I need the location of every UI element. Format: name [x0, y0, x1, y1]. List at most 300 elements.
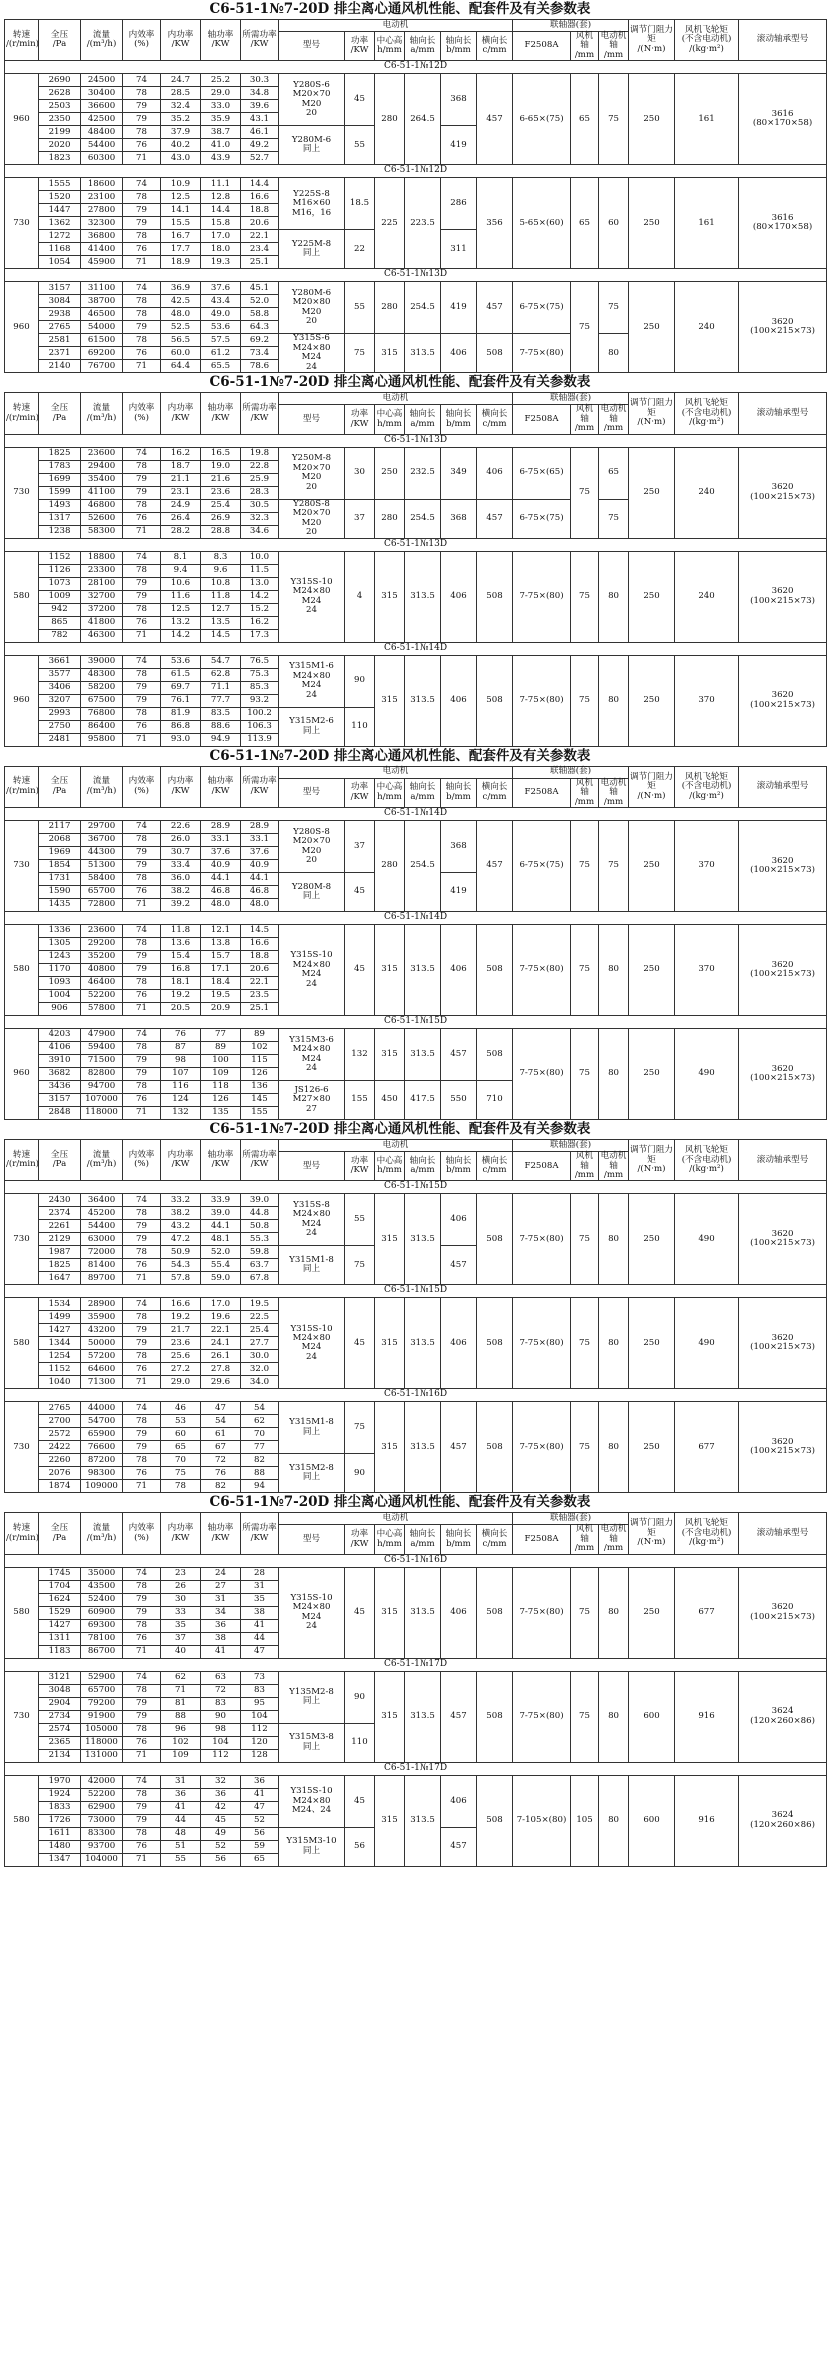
- flywheel-moment: 916: [675, 1671, 739, 1762]
- cell-value: 55.3: [241, 1233, 279, 1246]
- cell-value: 79: [123, 694, 161, 707]
- cell-value: 79: [123, 1697, 161, 1710]
- motor-power: 90: [345, 1454, 375, 1493]
- transverse-length: 508: [477, 1567, 513, 1658]
- cell-value: 112: [241, 1723, 279, 1736]
- cell-value: 79: [123, 113, 161, 126]
- cell-value: 96: [161, 1723, 201, 1736]
- center-height: 450: [375, 1081, 405, 1120]
- cell-value: 1854: [39, 860, 81, 873]
- cell-value: 1783: [39, 460, 81, 473]
- cell-value: 54: [241, 1402, 279, 1415]
- cell-value: 3048: [39, 1684, 81, 1697]
- motor-shaft-header: 电动机轴 /mm: [599, 1525, 629, 1554]
- cell-value: 17.7: [161, 243, 201, 256]
- cell-value: 37200: [81, 603, 123, 616]
- cell-value: 79: [123, 590, 161, 603]
- coupling-model-header: F2508A: [513, 1152, 571, 1181]
- cell-value: 23600: [81, 925, 123, 938]
- cell-value: 104000: [81, 1853, 123, 1866]
- axial-length-b: 406: [441, 334, 477, 373]
- cell-value: 21.6: [201, 473, 241, 486]
- cell-value: 23.4: [241, 243, 279, 256]
- cell-value: 76: [123, 1736, 161, 1749]
- cell-value: 782: [39, 629, 81, 642]
- flywheel-moment: 490: [675, 1194, 739, 1285]
- cell-value: 1480: [39, 1840, 81, 1853]
- section-row: [5, 1181, 827, 1194]
- cell-value: 1344: [39, 1337, 81, 1350]
- cell-value: 78: [123, 499, 161, 512]
- shaft-power-header: 轴功率 /KW: [201, 1513, 241, 1554]
- cell-value: 28.2: [161, 525, 201, 538]
- cell-value: 54400: [81, 139, 123, 152]
- cell-value: 2350: [39, 113, 81, 126]
- axial-length-a: 313.5: [405, 655, 441, 746]
- cell-value: 10.8: [201, 577, 241, 590]
- bearing-model: 3620 (100×215×73): [739, 1298, 827, 1389]
- cell-value: 12.8: [201, 191, 241, 204]
- center-height-header: 中心高 h/mm: [375, 405, 405, 434]
- cell-value: 63: [201, 1671, 241, 1684]
- cell-value: 31100: [81, 282, 123, 295]
- cell-value: 64.4: [161, 360, 201, 373]
- motor-model: Y315S-10 M24×80 M24 24: [279, 1567, 345, 1658]
- axial-length-b: 406: [441, 655, 477, 746]
- flywheel-moment: 370: [675, 925, 739, 1016]
- cell-value: 76: [123, 1632, 161, 1645]
- cell-value: 10.6: [161, 577, 201, 590]
- motor-power: 90: [345, 655, 375, 707]
- flywheel-moment-header: 风机飞轮矩 (不含电动机) /(kg·m²): [675, 393, 739, 434]
- fan-shaft: 65: [571, 178, 599, 269]
- cell-value: 56: [201, 1853, 241, 1866]
- damper-torque: 250: [629, 655, 675, 746]
- internal-power-header: 内功率 /KW: [161, 766, 201, 807]
- cell-value: 76: [123, 990, 161, 1003]
- damper-torque: 250: [629, 1194, 675, 1285]
- cell-value: 71: [123, 1376, 161, 1389]
- cell-value: 9.6: [201, 564, 241, 577]
- cell-value: 67.8: [241, 1272, 279, 1285]
- cell-value: 54700: [81, 1415, 123, 1428]
- cell-value: 11.8: [201, 590, 241, 603]
- cell-value: 25.9: [241, 473, 279, 486]
- cell-value: 1272: [39, 230, 81, 243]
- data-row: [5, 1298, 827, 1311]
- cell-value: 1336: [39, 925, 81, 938]
- cell-value: 37.6: [201, 847, 241, 860]
- flywheel-moment: 490: [675, 1029, 739, 1120]
- fan-shaft: 75: [571, 821, 599, 912]
- motor-power: 75: [345, 1246, 375, 1285]
- cell-value: 37.6: [201, 282, 241, 295]
- motor-shaft: 80: [599, 551, 629, 642]
- transverse-length: 356: [477, 178, 513, 269]
- cell-value: 11.5: [241, 564, 279, 577]
- speed-value: 580: [5, 1775, 39, 1866]
- transverse-length: 508: [477, 1298, 513, 1389]
- cell-value: 81.9: [161, 707, 201, 720]
- section-row: [5, 808, 827, 821]
- flywheel-moment: 916: [675, 1775, 739, 1866]
- coupling-model: 7-75×(80): [513, 1567, 571, 1658]
- cell-value: 30.5: [241, 499, 279, 512]
- cell-value: 69200: [81, 347, 123, 360]
- cell-value: 48.0: [241, 899, 279, 912]
- cell-value: 25.6: [161, 1350, 201, 1363]
- motor-power: 37: [345, 499, 375, 538]
- cell-value: 36800: [81, 230, 123, 243]
- cell-value: 70: [241, 1428, 279, 1441]
- cell-value: 32.0: [241, 1363, 279, 1376]
- motor-power: 110: [345, 707, 375, 746]
- cell-value: 36: [201, 1619, 241, 1632]
- cell-value: 44000: [81, 1402, 123, 1415]
- transverse-length: 457: [477, 821, 513, 912]
- cell-value: 79: [123, 1801, 161, 1814]
- cell-value: 65.5: [201, 360, 241, 373]
- cell-value: 74: [123, 821, 161, 834]
- cell-value: 145: [241, 1094, 279, 1107]
- cell-value: 2700: [39, 1415, 81, 1428]
- cell-value: 26.1: [201, 1350, 241, 1363]
- data-row: [5, 821, 827, 834]
- cell-value: 76: [123, 1094, 161, 1107]
- cell-value: 56.5: [161, 334, 201, 347]
- transverse-length-header: 横向长 c/mm: [477, 32, 513, 61]
- cell-value: 75: [161, 1467, 201, 1480]
- cell-value: 71: [123, 256, 161, 269]
- cell-value: 1347: [39, 1853, 81, 1866]
- cell-value: 44.1: [201, 873, 241, 886]
- cell-value: 41: [161, 1801, 201, 1814]
- speed-header: 转速 /(r/min): [5, 393, 39, 434]
- transverse-length: 508: [477, 655, 513, 746]
- cell-value: 77: [241, 1441, 279, 1454]
- cell-value: 74: [123, 1775, 161, 1788]
- cell-value: 79: [123, 1428, 161, 1441]
- cell-value: 124: [161, 1094, 201, 1107]
- axial-length-a: 254.5: [405, 282, 441, 334]
- data-row: [5, 655, 827, 668]
- cell-value: 25.4: [241, 1324, 279, 1337]
- speed-value: 960: [5, 282, 39, 373]
- cell-value: 78: [123, 295, 161, 308]
- cell-value: 40: [161, 1645, 201, 1658]
- cell-value: 19.2: [161, 990, 201, 1003]
- section-label: C6-51-1№13D: [5, 538, 827, 551]
- cell-value: 64600: [81, 1363, 123, 1376]
- cell-value: 30.3: [241, 74, 279, 87]
- cell-value: 79: [123, 1606, 161, 1619]
- motor-shaft: 80: [599, 655, 629, 746]
- cell-value: 46.8: [201, 886, 241, 899]
- cell-value: 79: [123, 1710, 161, 1723]
- cell-value: 13.8: [201, 938, 241, 951]
- center-height: 315: [375, 1775, 405, 1866]
- cell-value: 50000: [81, 1337, 123, 1350]
- required-power-header: 所需功率 /KW: [241, 393, 279, 434]
- cell-value: 43.1: [241, 113, 279, 126]
- damper-torque-header: 调节门阻力矩 /(N·m): [629, 766, 675, 807]
- coupling-model: 7-75×(80): [513, 655, 571, 746]
- coupling-model: 7-75×(80): [513, 334, 571, 373]
- cell-value: 33.0: [201, 100, 241, 113]
- parameter-table: [4, 766, 827, 1120]
- cell-value: 79: [123, 1593, 161, 1606]
- cell-value: 78: [161, 1480, 201, 1493]
- cell-value: 38700: [81, 295, 123, 308]
- cell-value: 62.8: [201, 668, 241, 681]
- speed-value: 960: [5, 74, 39, 165]
- cell-value: 2371: [39, 347, 81, 360]
- cell-value: 53.6: [161, 655, 201, 668]
- cell-value: 16.6: [241, 191, 279, 204]
- page-title: C6-51-1№7-20D 排尘离心通风机性能、配套件及有关参数表: [209, 1121, 591, 1138]
- bearing-model: 3620 (100×215×73): [739, 655, 827, 746]
- speed-header: 转速 /(r/min): [5, 20, 39, 61]
- motor-power: 30: [345, 447, 375, 499]
- axial-length-a: 313.5: [405, 1029, 441, 1081]
- cell-value: 1624: [39, 1593, 81, 1606]
- cell-value: 29400: [81, 460, 123, 473]
- transverse-length: 508: [477, 1029, 513, 1081]
- cell-value: 88.6: [201, 720, 241, 733]
- damper-torque: 250: [629, 74, 675, 165]
- flow-header: 流量 /(m³/h): [81, 20, 123, 61]
- cell-value: 73000: [81, 1814, 123, 1827]
- cell-value: 37.9: [161, 126, 201, 139]
- axial-length-b: 457: [441, 1402, 477, 1493]
- axial-length-b: 457: [441, 1671, 477, 1762]
- cell-value: 67: [201, 1441, 241, 1454]
- cell-value: 65900: [81, 1428, 123, 1441]
- required-power-header: 所需功率 /KW: [241, 766, 279, 807]
- axial-length-b-header: 轴向长 b/mm: [441, 1525, 477, 1554]
- cell-value: 23.5: [241, 990, 279, 1003]
- cell-value: 16.6: [241, 938, 279, 951]
- cell-value: 2260: [39, 1454, 81, 1467]
- axial-length-a-header: 轴向长 a/mm: [405, 778, 441, 807]
- cell-value: 76: [123, 1259, 161, 1272]
- cell-value: 71: [123, 360, 161, 373]
- center-height: 225: [375, 178, 405, 269]
- cell-value: 13.2: [161, 616, 201, 629]
- axial-length-a: 313.5: [405, 551, 441, 642]
- motor-shaft: 75: [599, 499, 629, 538]
- cell-value: 55: [161, 1853, 201, 1866]
- coupling-model: 6-75×(75): [513, 282, 571, 334]
- cell-value: 26.9: [201, 512, 241, 525]
- cell-value: 78: [123, 834, 161, 847]
- cell-value: 78: [123, 1827, 161, 1840]
- cell-value: 14.4: [201, 204, 241, 217]
- cell-value: 2765: [39, 1402, 81, 1415]
- cell-value: 1529: [39, 1606, 81, 1619]
- motor-model: Y315M3-6 M24×80 M24 24: [279, 1029, 345, 1081]
- flywheel-moment: 490: [675, 1298, 739, 1389]
- speed-value: 960: [5, 655, 39, 746]
- cell-value: 38.7: [201, 126, 241, 139]
- cell-value: 109: [201, 1068, 241, 1081]
- cell-value: 3157: [39, 1094, 81, 1107]
- coupling-group-header: 联轴器(套): [513, 20, 629, 32]
- section-row: [5, 642, 827, 655]
- bearing-model: 3620 (100×215×73): [739, 1029, 827, 1120]
- center-height-header: 中心高 h/mm: [375, 1525, 405, 1554]
- motor-shaft: 65: [599, 447, 629, 499]
- cell-value: 57.5: [201, 334, 241, 347]
- center-height: 315: [375, 1194, 405, 1285]
- motor-shaft: 60: [599, 178, 629, 269]
- cell-value: 47: [241, 1801, 279, 1814]
- cell-value: 79: [123, 204, 161, 217]
- cell-value: 2365: [39, 1736, 81, 1749]
- motor-model-header: 型号: [279, 1525, 345, 1554]
- section-label: C6-51-1№13D: [5, 269, 827, 282]
- cell-value: 8.1: [161, 551, 201, 564]
- flywheel-moment: 677: [675, 1402, 739, 1493]
- section-label: C6-51-1№12D: [5, 165, 827, 178]
- cell-value: 88: [241, 1467, 279, 1480]
- flywheel-moment-header: 风机飞轮矩 (不含电动机) /(kg·m²): [675, 1513, 739, 1554]
- cell-value: 1555: [39, 178, 81, 191]
- cell-value: 78: [123, 126, 161, 139]
- cell-value: 79: [123, 860, 161, 873]
- cell-value: 87: [161, 1042, 201, 1055]
- page-title: C6-51-1№7-20D 排尘离心通风机性能、配套件及有关参数表: [209, 374, 591, 391]
- cell-value: 76.5: [241, 655, 279, 668]
- cell-value: 1970: [39, 1775, 81, 1788]
- motor-group-header: 电动机: [279, 1513, 513, 1525]
- fan-shaft: 75: [571, 1402, 599, 1493]
- motor-power: 45: [345, 1298, 375, 1389]
- coupling-group-header: 联轴器(套): [513, 1140, 629, 1152]
- cell-value: 1427: [39, 1619, 81, 1632]
- cell-value: 48400: [81, 126, 123, 139]
- motor-power: 45: [345, 925, 375, 1016]
- cell-value: 11.6: [161, 590, 201, 603]
- motor-power: 45: [345, 873, 375, 912]
- cell-value: 95800: [81, 733, 123, 746]
- cell-value: 76: [123, 616, 161, 629]
- section-label: C6-51-1№16D: [5, 1389, 827, 1402]
- damper-torque: 250: [629, 925, 675, 1016]
- damper-torque: 250: [629, 1402, 675, 1493]
- cell-value: 85.3: [241, 681, 279, 694]
- cell-value: 62900: [81, 1801, 123, 1814]
- cell-value: 78: [123, 87, 161, 100]
- cell-value: 44: [161, 1814, 201, 1827]
- cell-value: 76: [123, 1840, 161, 1853]
- motor-model: Y315S-6 M24×80 M24 24: [279, 334, 345, 373]
- cell-value: 2199: [39, 126, 81, 139]
- axial-length-b: 419: [441, 282, 477, 334]
- cell-value: 71: [123, 1480, 161, 1493]
- cell-value: 71: [123, 629, 161, 642]
- pressure-header: 全压 /Pa: [39, 1140, 81, 1181]
- cell-value: 79: [123, 1814, 161, 1827]
- transverse-length: 710: [477, 1081, 513, 1120]
- cell-value: 33: [161, 1606, 201, 1619]
- cell-value: 27.7: [241, 1337, 279, 1350]
- pressure-header: 全压 /Pa: [39, 1513, 81, 1554]
- cell-value: 2938: [39, 308, 81, 321]
- cell-value: 49.2: [241, 139, 279, 152]
- axial-length-a: 313.5: [405, 1194, 441, 1285]
- cell-value: 32.3: [241, 512, 279, 525]
- cell-value: 34.6: [241, 525, 279, 538]
- cell-value: 38.2: [161, 1207, 201, 1220]
- damper-torque: 250: [629, 282, 675, 373]
- center-height: 280: [375, 821, 405, 912]
- cell-value: 76: [123, 1467, 161, 1480]
- cell-value: 2628: [39, 87, 81, 100]
- header-row: [5, 766, 827, 778]
- cell-value: 23600: [81, 447, 123, 460]
- cell-value: 29.0: [201, 87, 241, 100]
- cell-value: 58.8: [241, 308, 279, 321]
- cell-value: 20.6: [241, 964, 279, 977]
- cell-value: 41: [201, 1645, 241, 1658]
- motor-model: Y315M1-8 同上: [279, 1246, 345, 1285]
- flywheel-moment: 161: [675, 178, 739, 269]
- cell-value: 52600: [81, 512, 123, 525]
- cell-value: 94: [241, 1480, 279, 1493]
- cell-value: 21.1: [161, 473, 201, 486]
- cell-value: 79: [123, 1324, 161, 1337]
- cell-value: 52.0: [241, 295, 279, 308]
- cell-value: 78: [123, 977, 161, 990]
- cell-value: 93.0: [161, 733, 201, 746]
- cell-value: 54.3: [161, 1259, 201, 1272]
- damper-torque-header: 调节门阻力矩 /(N·m): [629, 1513, 675, 1554]
- cell-value: 25.1: [241, 256, 279, 269]
- cell-value: 74: [123, 1298, 161, 1311]
- cell-value: 58200: [81, 681, 123, 694]
- cell-value: 23100: [81, 191, 123, 204]
- data-row: [5, 1029, 827, 1042]
- cell-value: 15.5: [161, 217, 201, 230]
- cell-value: 128: [241, 1749, 279, 1762]
- motor-power-header: 功率 /KW: [345, 405, 375, 434]
- cell-value: 78: [123, 1723, 161, 1736]
- cell-value: 46: [161, 1402, 201, 1415]
- cell-value: 48300: [81, 668, 123, 681]
- cell-value: 43500: [81, 1580, 123, 1593]
- axial-length-b-header: 轴向长 b/mm: [441, 778, 477, 807]
- cell-value: 2765: [39, 321, 81, 334]
- section-label: C6-51-1№15D: [5, 1181, 827, 1194]
- cell-value: 57.8: [161, 1272, 201, 1285]
- cell-value: 13.5: [201, 616, 241, 629]
- cell-value: 53.6: [201, 321, 241, 334]
- data-row: [5, 178, 827, 191]
- cell-value: 71: [123, 1853, 161, 1866]
- cell-value: 1874: [39, 1480, 81, 1493]
- cell-value: 76: [161, 1029, 201, 1042]
- cell-value: 16.2: [241, 616, 279, 629]
- cell-value: 39.6: [241, 100, 279, 113]
- internal-power-header: 内功率 /KW: [161, 1513, 201, 1554]
- motor-power: 18.5: [345, 178, 375, 230]
- cell-value: 107000: [81, 1094, 123, 1107]
- efficiency-header: 内效率 (%): [123, 1513, 161, 1554]
- cell-value: 79: [123, 681, 161, 694]
- fan-shaft: 65: [571, 74, 599, 165]
- axial-length-a: 254.5: [405, 821, 441, 912]
